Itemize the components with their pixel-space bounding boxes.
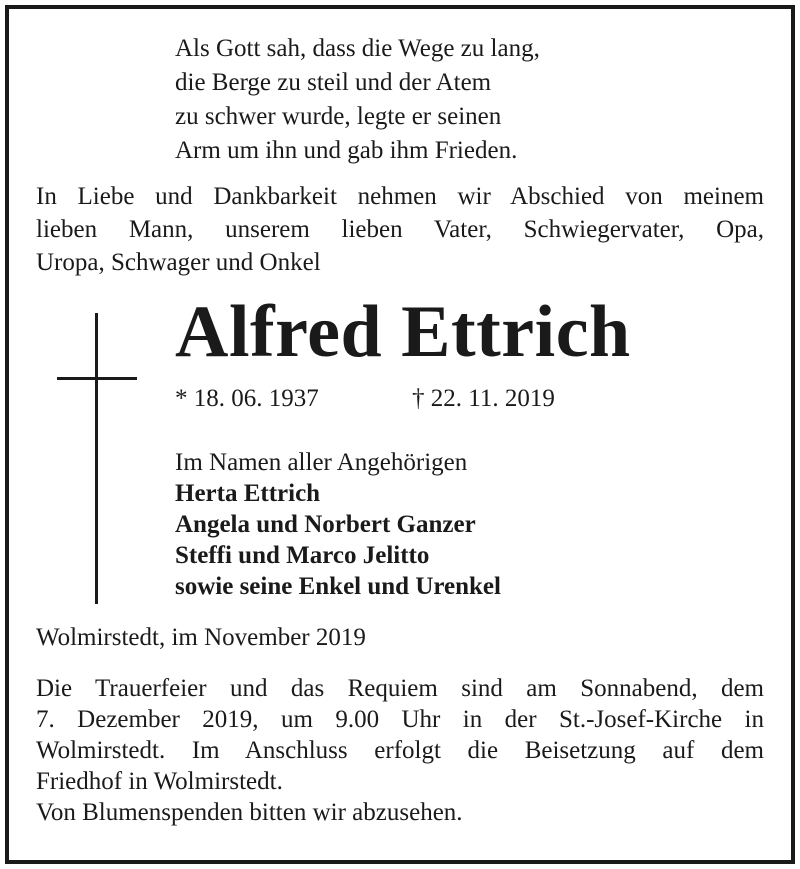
poem-line: zu schwer wurde, legte er seinen (175, 103, 502, 130)
mourners-block (175, 447, 501, 602)
intro-line: Uropa, Schwager und Onkel (36, 249, 321, 276)
funeral-line: 7. Dezember 2019, um 9.00 Uhr in der St.-Josef-Kirche in (36, 706, 764, 733)
mourner-name: Herta Ettrich (175, 480, 321, 507)
poem-line: Als Gott sah, dass die Wege zu lang, (175, 35, 540, 62)
mourner-name: Steffi und Marco Jelitto (175, 542, 430, 569)
poem (175, 32, 540, 168)
intro-line: lieben Mann, unserem lieben Vater, Schwiegervater, Opa, (36, 216, 764, 243)
funeral-info (36, 673, 764, 828)
birth-date: * 18. 06. 1937 (175, 385, 319, 412)
funeral-line: Wolmirstedt. Im Anschluss erfolgt die Beisetzung auf dem (36, 737, 764, 764)
mourners-intro: Im Namen aller Angehörigen (175, 449, 468, 476)
cross-icon (95, 313, 98, 604)
mourner-name: sowie seine Enkel und Urenkel (175, 573, 501, 600)
intro-text (36, 180, 764, 279)
funeral-line: Die Trauerfeier und das Requiem sind am Sonnabend, dem (36, 675, 764, 702)
cross-icon-bar (57, 377, 137, 380)
poem-line: die Berge zu steil und der Atem (175, 69, 492, 96)
intro-line: In Liebe und Dankbarkeit nehmen wir Abschied von meinem (36, 183, 764, 210)
death-date: † 22. 11. 2019 (412, 385, 555, 412)
place-date: Wolmirstedt, im November 2019 (36, 624, 366, 651)
funeral-line: Friedhof in Wolmirstedt. (36, 768, 283, 795)
funeral-line: Von Blumenspenden bitten wir abzusehen. (36, 799, 463, 826)
deceased-name: Alfred Ettrich (175, 291, 631, 373)
mourner-name: Angela und Norbert Ganzer (175, 511, 476, 538)
poem-line: Arm um ihn und gab ihm Frieden. (175, 137, 518, 164)
